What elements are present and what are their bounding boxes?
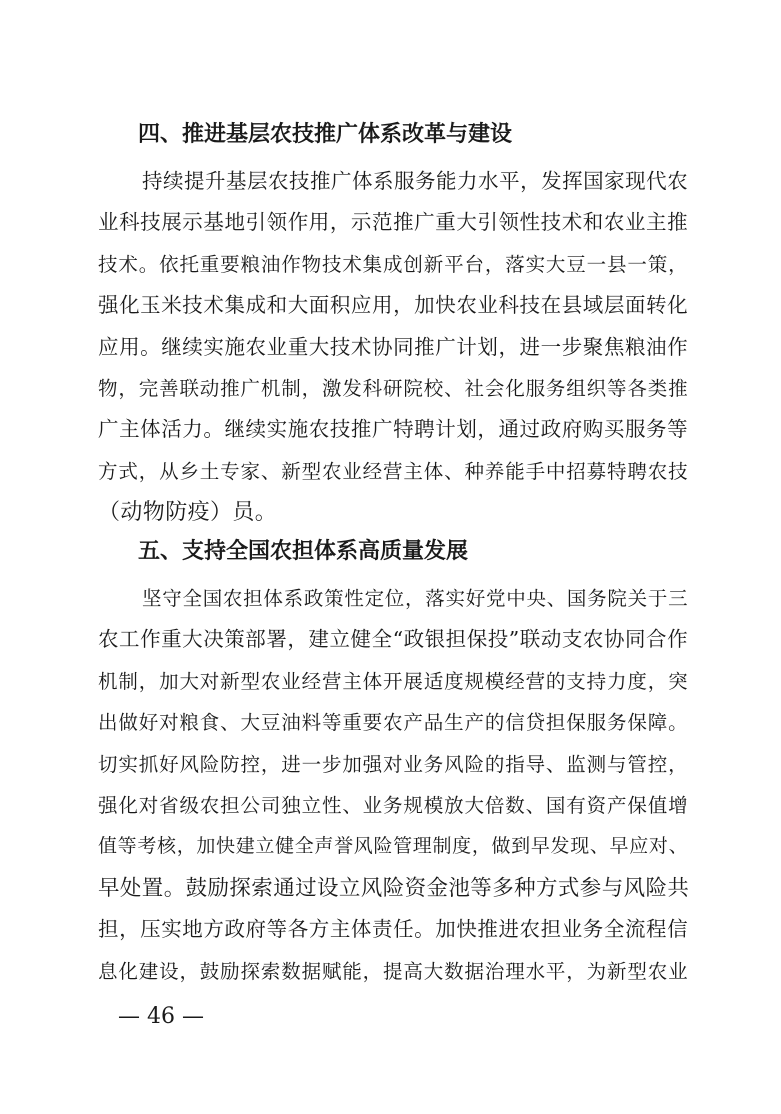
paragraph-line: 方式，从乡土专家、新型农业经营主体、种养能手中招募特聘农技 [98,459,688,483]
paragraph-line: 持续提升基层农技推广体系服务能力水平，发挥国家现代农 [142,169,688,193]
paragraph-line: 业科技展示基地引领作用，示范推广重大引领性技术和农业主推 [98,210,688,235]
paragraph-line: 坚守全国农担体系政策性定位，落实好党中央、国务院关于三 [142,587,688,610]
paragraph-line: 值等考核，加快建立健全声誉风险管理制度，做到早发现、早应对、 [98,835,688,858]
paragraph-line: 切实抓好风险防控，进一步加强对业务风险的指导、监测与管控， [98,752,688,776]
paragraph-line: （动物防疫）员。 [98,500,278,526]
section-heading-5: 五、支持全国农担体系高质量发展 [138,539,469,564]
section-heading-4: 四、推进基层农技推广体系改革与建设 [138,122,513,147]
page-number: — 46 — [118,1004,204,1029]
section-paragraph-5 [98,578,688,992]
paragraph-line: 息化建设，鼓励探索数据赋能，提高大数据治理水平，为新型农业 [98,959,688,983]
paragraph-line: 广主体活力。继续实施农技推广特聘计划，通过政府购买服务等 [98,417,688,442]
paragraph-line: 农工作重大决策部署，建立健全“政银担保投”联动支农协同合作 [98,627,688,652]
paragraph-line: 强化对省级农担公司独立性、业务规模放大倍数、国有资产保值增 [98,793,688,817]
paragraph-line: 出做好对粮食、大豆油料等重要农产品生产的信贷担保服务保障。 [98,711,688,735]
paragraph-line: 物，完善联动推广机制，激发科研院校、社会化服务组织等各类推 [98,376,688,400]
paragraph-line: 机制，加大对新型农业经营主体开展适度规模经营的支持力度，突 [98,669,688,693]
paragraph-line: 担，压实地方政府等各方主体责任。加快推进农担业务全流程信 [98,917,688,942]
section-paragraph-4 [98,161,688,534]
paragraph-line: 技术。依托重要粮油作物技术集成创新平台，落实大豆一县一策， [98,252,688,276]
paragraph-line: 强化玉米技术集成和大面积应用，加快农业科技在县域层面转化 [98,293,688,318]
paragraph-line: 应用。继续实施农业重大技术协同推广计划，进一步聚焦粮油作 [98,334,688,359]
paragraph-line: 早处置。鼓励探索通过设立风险资金池等多种方式参与风险共 [98,875,690,901]
